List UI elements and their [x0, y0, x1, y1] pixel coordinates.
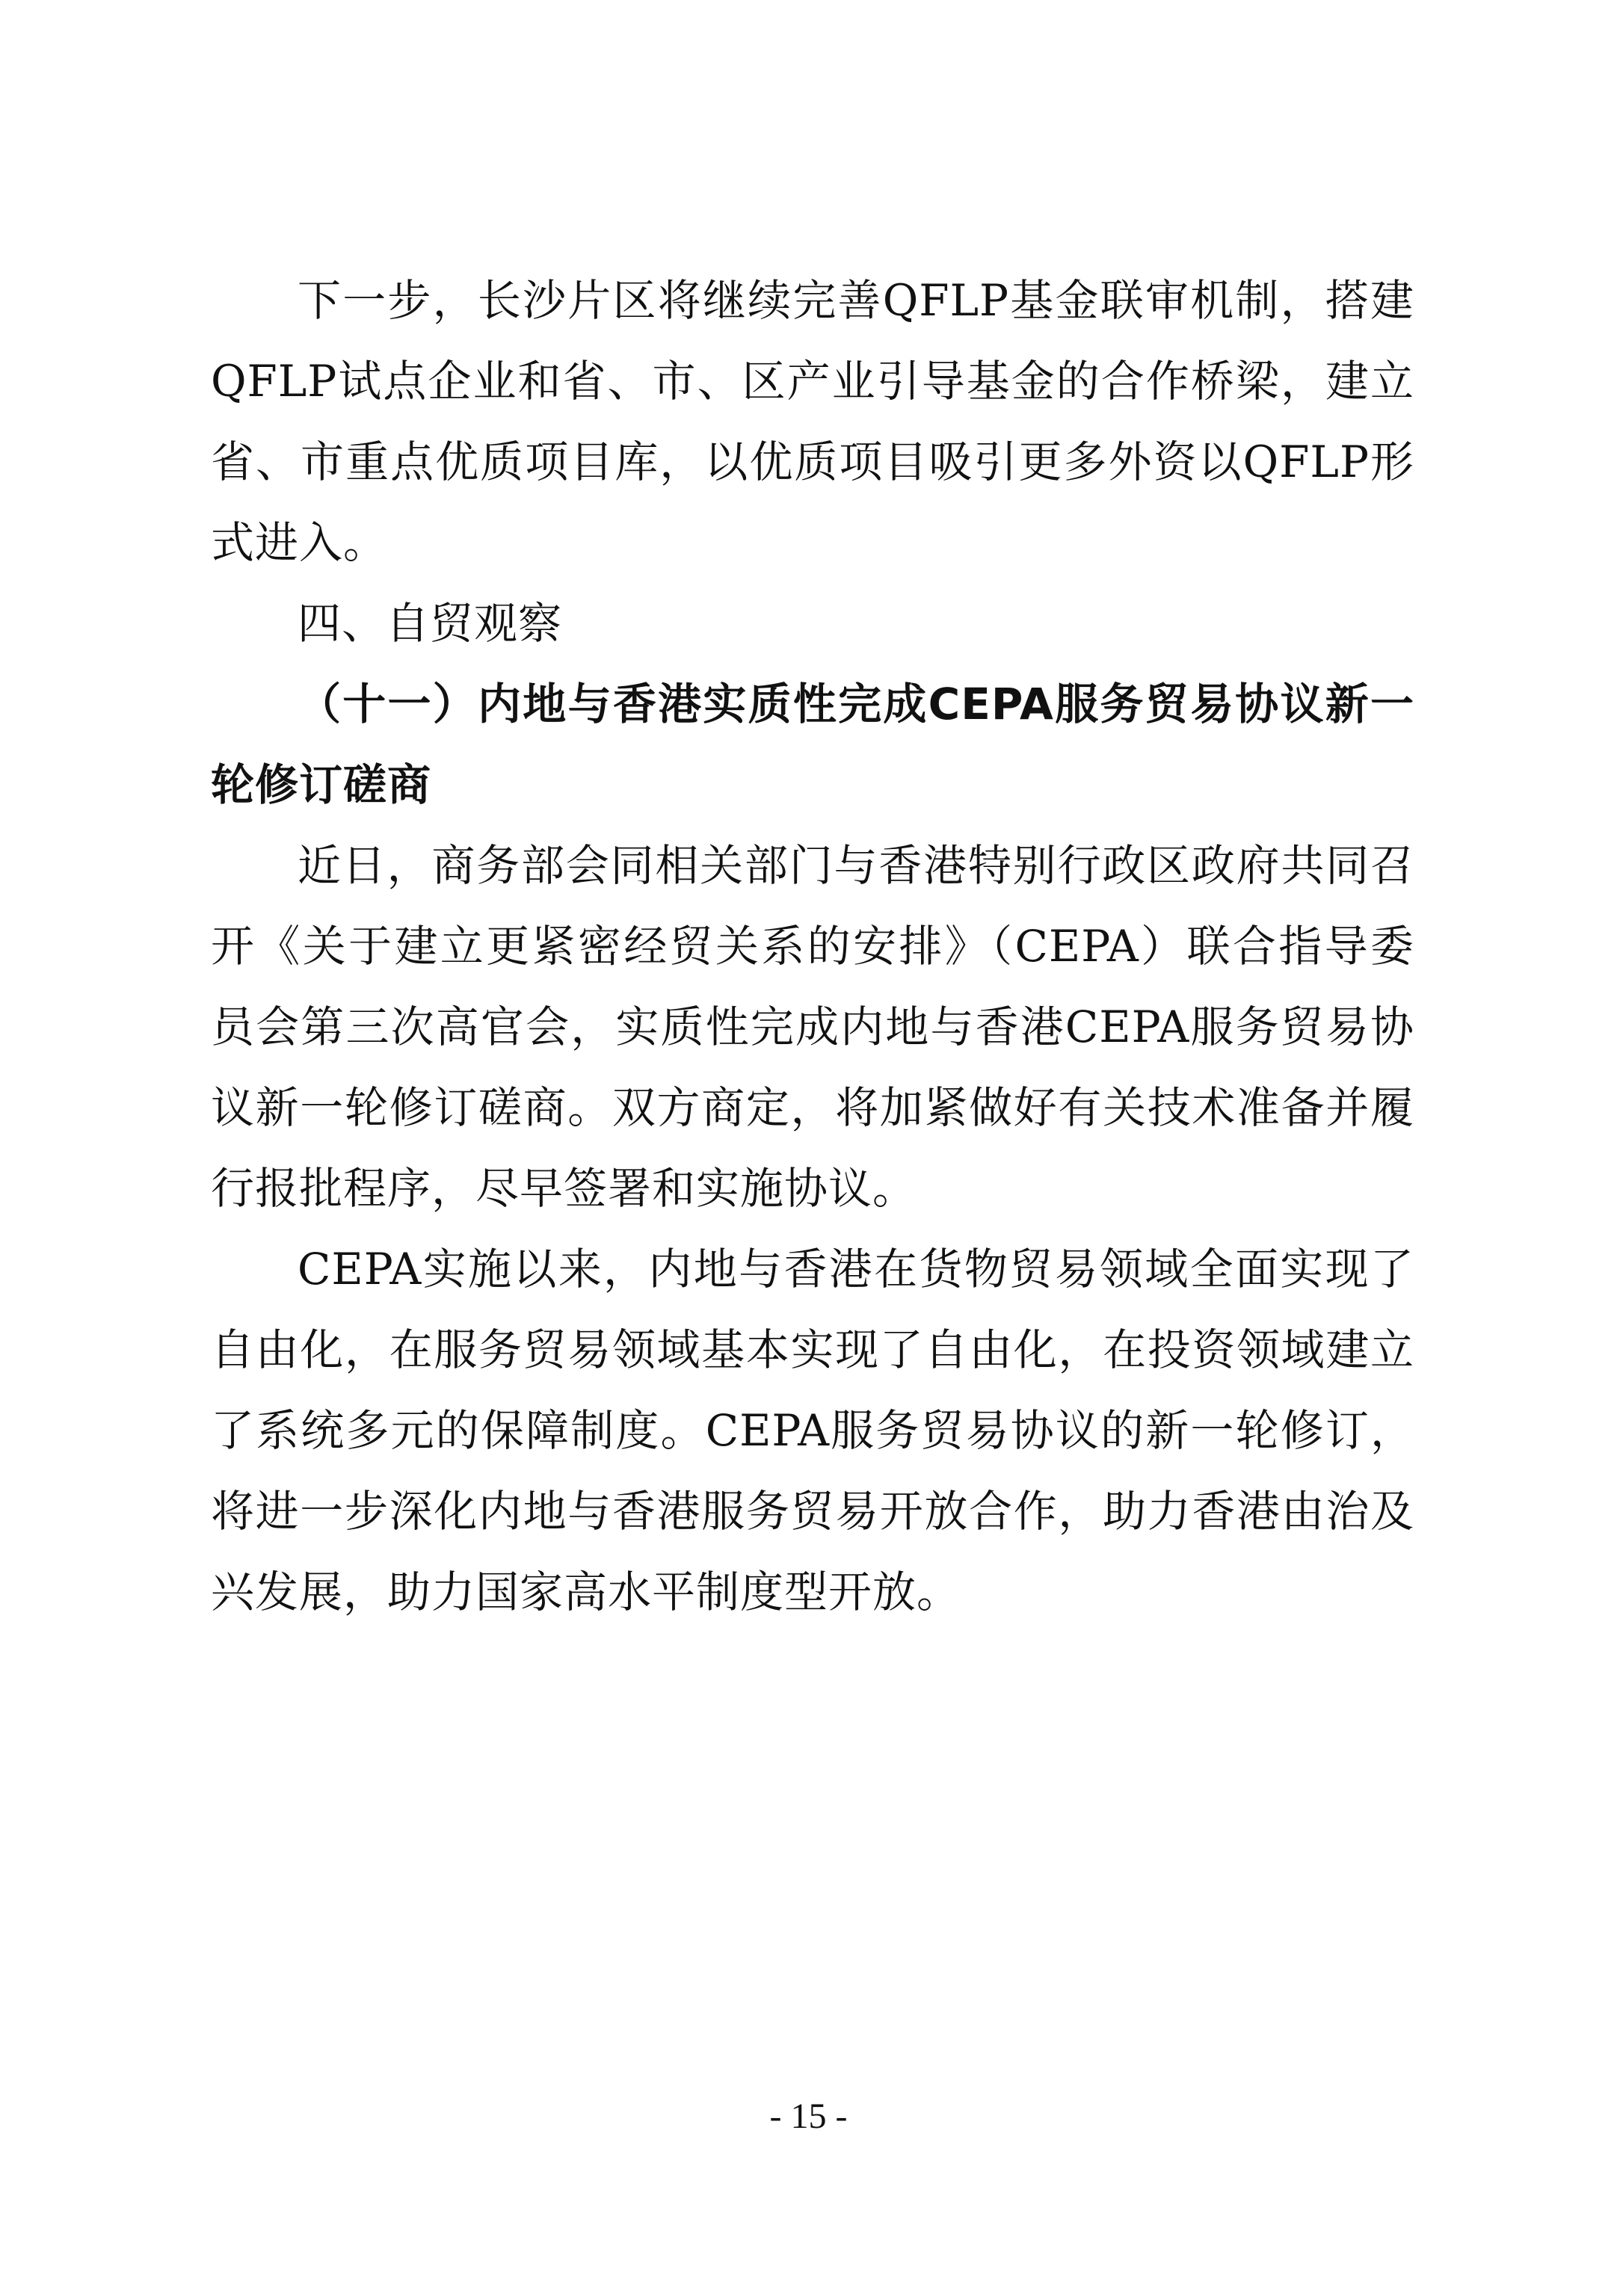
section-heading: 四、自贸观察: [298, 598, 563, 649]
paragraph-cepa-consultation: 近日，商务部会同相关部门与香港特别行政区政府共同召开《关于建立更紧密经贸关系的安排》（CEPA）联合指导委员会第三次高官会，实质性完成内地与香港CEPA服务贸易协议新一轮修订磋商。双方商定，将加紧做好有关技术准备并履行报批程序，尽早签署和实施协议。: [211, 840, 1414, 1214]
document-body: [211, 260, 1414, 1632]
paragraph-cepa-impact: CEPA实施以来，内地与香港在货物贸易领域全面实现了自由化，在服务贸易领域基本实现了自由化，在投资领域建立了系统多元的保障制度。CEPA服务贸易协议的新一轮修订，将进一步深化内地与香港服务贸易开放合作，助力香港由治及兴发展，助力国家高水平制度型开放。: [211, 1244, 1414, 1617]
paragraph-qflp-next-steps: 下一步，长沙片区将继续完善QFLP基金联审机制，搭建QFLP试点企业和省、市、区产业引导基金的合作桥梁，建立省、市重点优质项目库，以优质项目吸引更多外资以QFLP形式进入。: [211, 275, 1414, 568]
page-number: - 15 -: [769, 2096, 848, 2136]
subsection-heading: （十一）内地与香港实质性完成CEPA服务贸易协议新一轮修订磋商: [211, 679, 1414, 810]
